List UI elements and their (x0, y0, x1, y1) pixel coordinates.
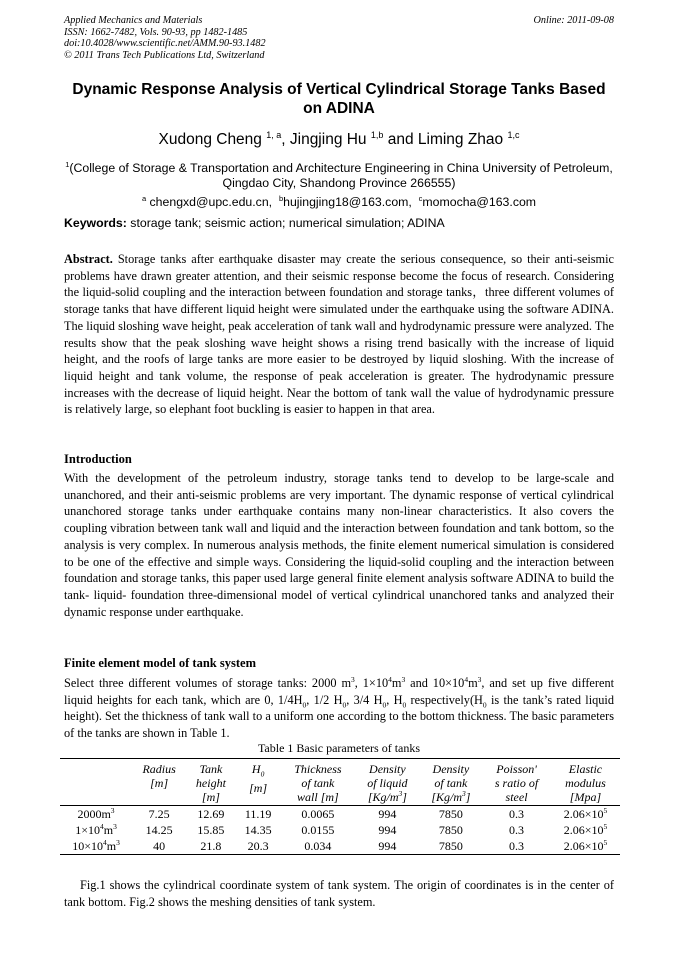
table-cell: 994 (378, 839, 397, 853)
paper-title: Dynamic Response Analysis of Vertical Cylindrical Storage Tanks Based on ADINA (72, 81, 606, 117)
table-cell: 14.35 (244, 823, 272, 837)
table-cell: 12.69 (197, 807, 225, 821)
table-row (60, 806, 620, 823)
header-cell-empty (60, 759, 132, 806)
email-line: $^a$ chengxd@upc.edu.cn, $^b$hujingjing18@163.com, $^c$momocha@163.com (141, 194, 537, 210)
table-row (60, 822, 620, 838)
header-cell: Density of tank $[Kg/m^3]$ (431, 762, 471, 804)
table-caption: Table 1 Basic parameters of tanks (257, 741, 421, 755)
author-affil-mark: 1,c (507, 130, 520, 140)
affiliation-text: (College of Storage & Transportation and Architecture Engineering in China University of Petroleum, Qingdao City, Shandong Province 266555) (69, 161, 613, 191)
table-cell: 20.3 (247, 839, 269, 853)
fem-paragraph: Select three different volumes of storage tanks: 2000 $m^3$, $1\times 10^4m^3$ and $10\times 10^4m^3$, and set up five different liquid heights for each tank, which are 0, $1/4H_0$, 1/2 $H_0$, 3/4 $H_0$, $H_0$ $respectively(H_0$ is the tank’s rated liquid height). Set the thickness of tank wall to a uniform one according to the bottom thickness. The basic parameters of the tanks are shown in Table 1. (64, 674, 615, 741)
table-cell: 7850 (438, 823, 463, 837)
doi-line: doi:10.4028/www.scientific.net/AMM.90-93.1482 (64, 38, 266, 50)
author-name: Liming Zhao (417, 131, 504, 149)
table-cell: 0.0065 (301, 807, 335, 821)
affiliation (64, 157, 614, 210)
row-label: $10\times 10^4m^3$ (72, 838, 120, 853)
journal-name: Applied Mechanics and Materials (64, 15, 203, 26)
journal-header (64, 15, 266, 61)
header-cell: Density of liquid $[Kg/m^3]$ (367, 762, 408, 804)
table-cell: 0.034 (304, 839, 332, 853)
table-row (60, 838, 620, 855)
affil-mark: 1 (65, 160, 70, 169)
email-link[interactable]: momocha@163.com (422, 195, 537, 210)
author-affil-mark: 1,b (370, 130, 384, 140)
table-cell: 0.3 (509, 823, 525, 837)
email-link[interactable]: chengxd@upc.edu.cn, (149, 195, 273, 210)
table-cell: 7850 (438, 839, 463, 853)
author-name: Xudong Cheng (158, 131, 262, 149)
section-heading-fem: Finite element model of tank system (64, 656, 256, 670)
copyright-line: © 2011 Trans Tech Publications Ltd, Switzerland (64, 49, 265, 61)
table-cell: 21.8 (200, 839, 222, 853)
table-cell: $2.06\times 10^5$ (563, 838, 608, 853)
email-link[interactable]: hujingjing18@163.com, (283, 195, 412, 210)
table-header-row (60, 759, 620, 806)
table-cell: 7850 (438, 807, 463, 821)
online-date: Online: 2011-09-08 (533, 15, 614, 26)
author-affil-mark: 1, a (266, 130, 282, 140)
row-label: $1\times 10^4m^3$ (75, 822, 117, 837)
header-cell: Thickness of tank wall [m] (294, 762, 342, 804)
abstract-text: Storage tanks after earthquake disaster may create the serious consequence, so their anti-seismic problems have drawn greater attention, and their seismic response become the focus of research. Considering the liquid-solid coupling and the interaction between foundation and storage tanks，three different volumes of storage tanks that have different liquid height were simulated under the earthquake using the software ADINA. The liquid sloshing wave height, peak acceleration of tank wall and hydrodynamic pressure were analyzed. The results show that the peak sloshing wave height shows a rising trend basically with the increase of liquid height, and the roofs of large tanks are more easier to be destroyed by liquid sloshing. With the increase of liquid height and tank volume, the response of peak acceleration is greater. The hydrodynamic pressure increases with the decrease of liquid height. Near the bottom of tank wall the value of hydrodynamic pressure is relatively large, so elephant foot buckling is easier to happen in that area. (64, 252, 614, 417)
table-cell: 0.3 (509, 839, 525, 853)
keywords-text: storage tank; seismic action; numerical simulation; ADINA (130, 216, 445, 230)
parameters-table (60, 758, 620, 855)
table-cell: 14.25 (145, 823, 173, 837)
figure-description: Fig.1 shows the cylindrical coordinate system of tank system. The origin of coordinates is in the center of tank bottom. Fig.2 shows the meshing densities of tank system. (64, 878, 614, 909)
section-heading-introduction: Introduction (64, 452, 132, 466)
header-cell: $H_0$ [m] (249, 762, 268, 796)
abstract-label: Abstract. (64, 252, 113, 266)
table-cell: $2.06\times 10^5$ (563, 806, 608, 821)
abstract (64, 251, 614, 418)
keywords-label: Keywords: (64, 216, 127, 230)
table-cell: 0.0155 (301, 823, 335, 837)
introduction-text: With the development of the petroleum industry, storage tanks tend to develop to be large-scale and unanchored, and their anti-seismic problems are very important. The dynamic response of vertical cylindrical unanchored storage tanks under earthquake contains many non-linear characteristics. It also covers the coupling vibration between tank wall and liquid and the interaction between foundation and tank bottom, so the analysis is very complex. In numerous analysis methods, the finite element numerical simulation is considered to be one of the effective and simple ways. Considering the liquid-solid coupling and the interaction between foundation and storage tanks, this paper used large general finite element analysis software ADINA to build the tank- liquid- foundation three-dimensional model of vertical cylindrical unanchored tanks and analyzed their dynamic response under earthquake. (64, 471, 614, 619)
author-name: Jingjing Hu (289, 131, 367, 149)
table-cell: 0.3 (509, 807, 525, 821)
header-cell: Radius [m] (142, 762, 176, 790)
issn-line: ISSN: 1662-7482, Vols. 90-93, pp 1482-1485 (64, 26, 248, 38)
header-cell: Poisson' s ratio of steel (494, 762, 539, 804)
author-list: Xudong Cheng $^{1, a}$, Jingjing Hu $^{1,b}$ and Liming Zhao $^{1,c}$ (158, 130, 520, 149)
table-cell: 40 (153, 839, 166, 853)
table-cell: 994 (378, 823, 397, 837)
table-cell: 11.19 (244, 807, 272, 821)
table-cell: 15.85 (197, 823, 225, 837)
keywords (64, 216, 614, 230)
row-label: $2000m^3$ (77, 806, 115, 821)
header-cell: Tank height [m] (195, 762, 226, 804)
table-cell: $2.06\times 10^5$ (563, 822, 608, 837)
table-cell: 7.25 (148, 807, 170, 821)
header-cell: Elastic modulus [Mpa] (565, 762, 606, 804)
table-cell: 994 (378, 807, 397, 821)
